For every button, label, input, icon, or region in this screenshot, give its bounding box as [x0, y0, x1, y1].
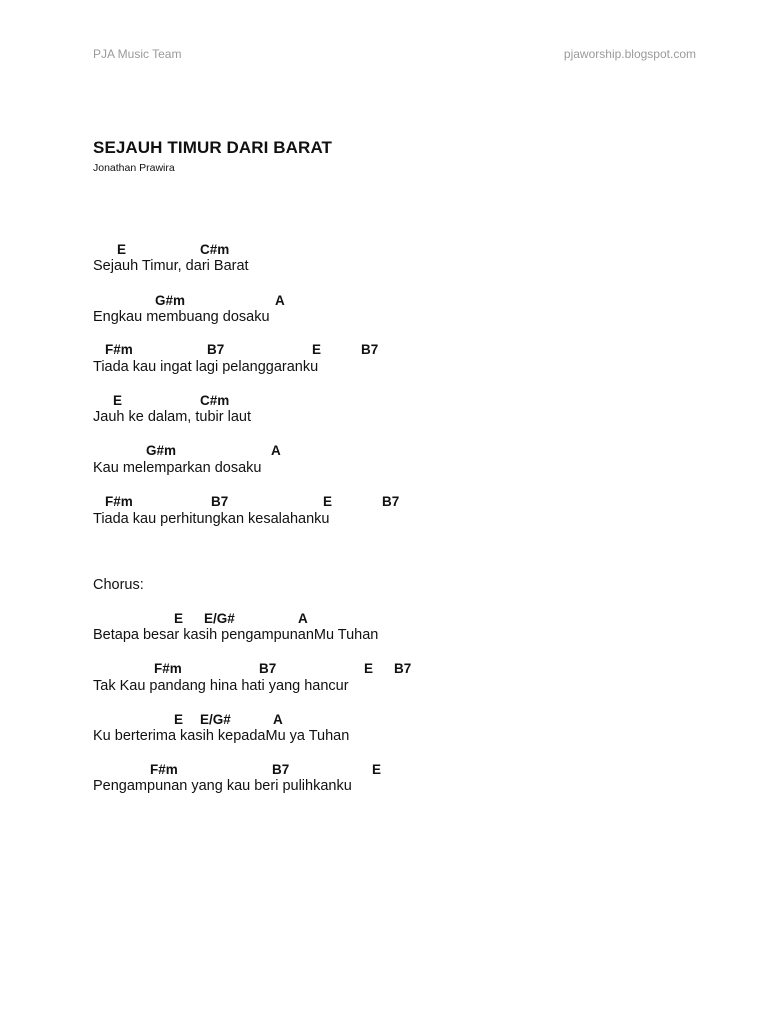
lyric-line: Tiada kau perhitungkan kesalahanku	[93, 511, 330, 527]
chord: F#m	[150, 762, 178, 777]
chord: G#m	[146, 443, 177, 458]
chord: A	[271, 443, 281, 458]
chord: F#m	[105, 342, 133, 357]
chord: E	[312, 342, 322, 357]
lyric-line: Betapa besar kasih pengampunanMu Tuhan	[93, 627, 379, 643]
chord: B7	[382, 494, 400, 509]
chord: B7	[207, 342, 225, 357]
header-team-name: PJA Music Team	[93, 47, 182, 61]
chord: A	[275, 293, 285, 308]
chord: B7	[361, 342, 379, 357]
chord: C#m	[200, 242, 230, 257]
chord: A	[273, 712, 283, 727]
chord: E	[364, 661, 374, 676]
chord: E/G#	[204, 611, 235, 626]
chord: A	[298, 611, 308, 626]
header-website: pjaworship.blogspot.com	[563, 47, 696, 61]
lyric-line: Kau melemparkan dosaku	[93, 460, 262, 476]
chord: F#m	[154, 661, 182, 676]
chorus-label: Chorus:	[93, 577, 144, 593]
chord: E	[117, 242, 127, 257]
lyric-line: Tak Kau pandang hina hati yang hancur	[93, 678, 349, 694]
chord: G#m	[155, 293, 186, 308]
chord: E	[323, 494, 333, 509]
chord: E	[174, 712, 184, 727]
chord: E	[174, 611, 184, 626]
lyric-line: Sejauh Timur, dari Barat	[93, 258, 249, 274]
chord: E	[372, 762, 382, 777]
chord: E	[113, 393, 123, 408]
song-title: SEJAUH TIMUR DARI BARAT	[93, 138, 333, 157]
chord: C#m	[200, 393, 230, 408]
chord: B7	[259, 661, 277, 676]
chord: F#m	[105, 494, 133, 509]
lyric-line: Tiada kau ingat lagi pelanggaranku	[93, 359, 319, 375]
lyric-line: Jauh ke dalam, tubir laut	[93, 409, 251, 425]
song-author: Jonathan Prawira	[93, 162, 175, 174]
lyric-line: Pengampunan yang kau beri pulihkanku	[93, 778, 352, 794]
chord: B7	[211, 494, 229, 509]
chord: E/G#	[200, 712, 231, 727]
chord: B7	[272, 762, 290, 777]
chord: B7	[394, 661, 412, 676]
lyric-line: Ku berterima kasih kepadaMu ya Tuhan	[93, 728, 350, 744]
lyric-line: Engkau membuang dosaku	[93, 309, 270, 325]
